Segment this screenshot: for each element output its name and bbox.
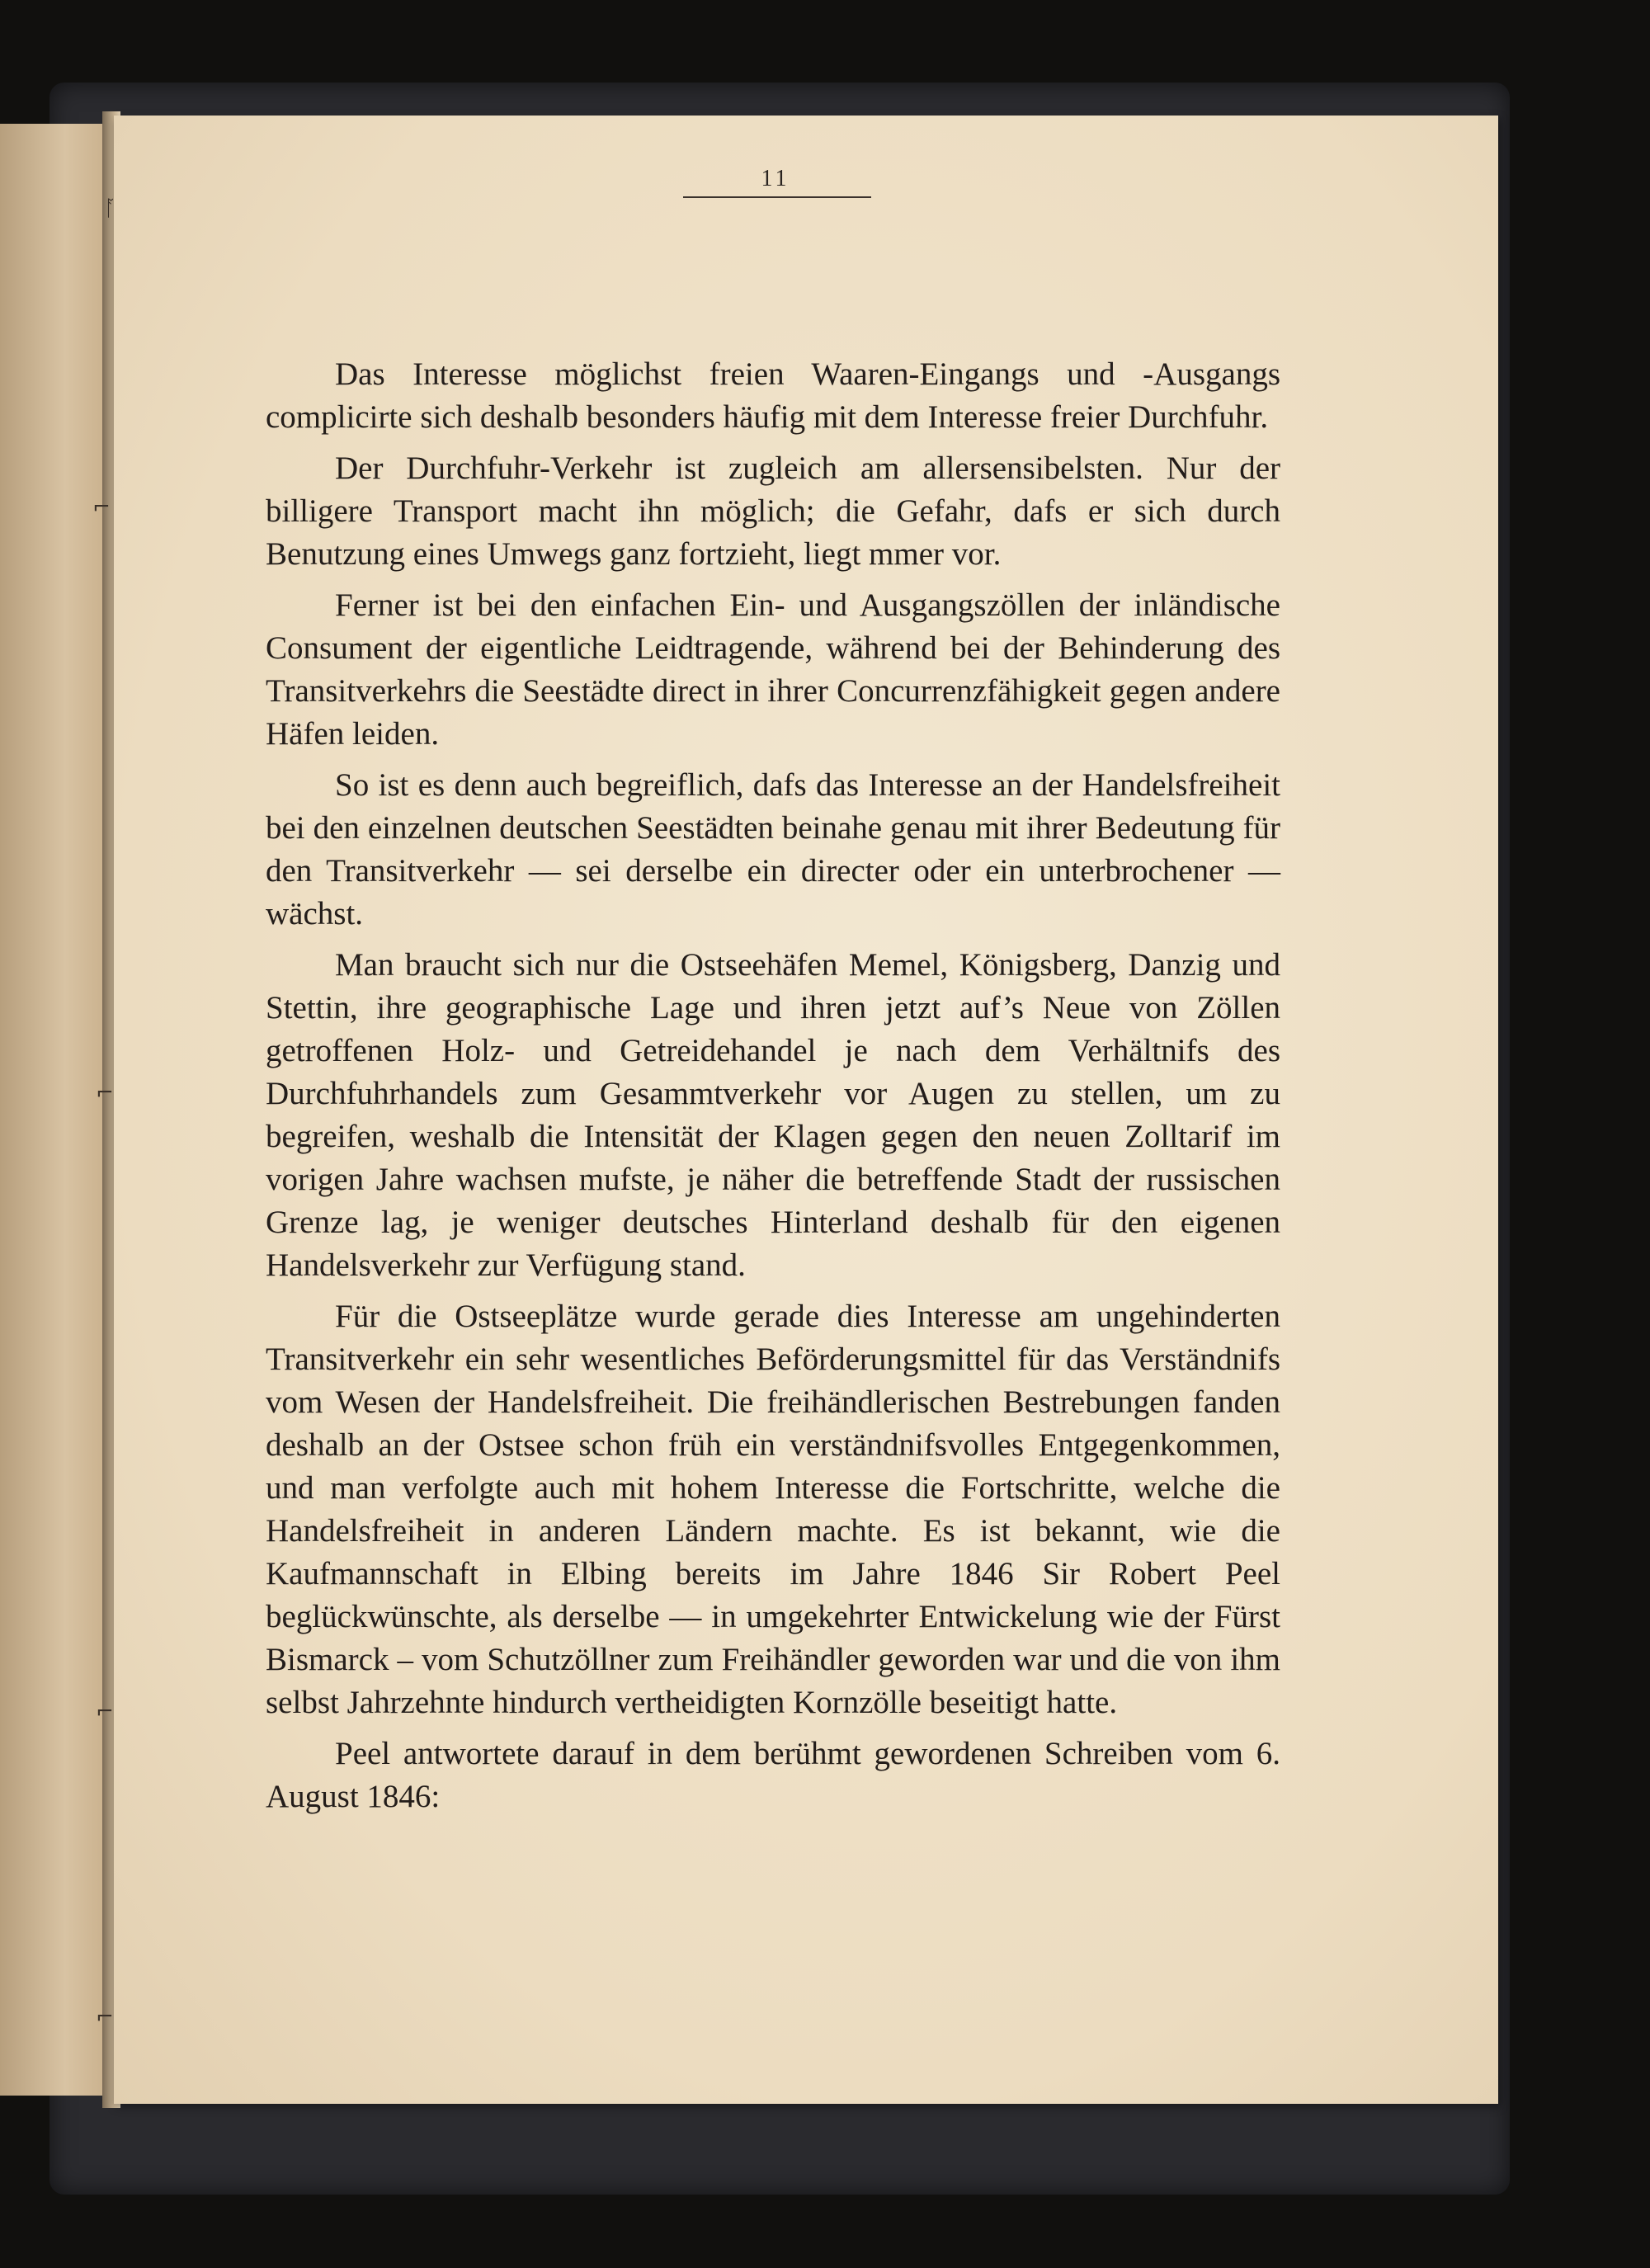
margin-mark: ⌐	[96, 1700, 114, 1724]
margin-mark: ᚪ	[104, 196, 117, 221]
paragraph: Für die Ostseeplätze wurde gerade dies Interesse am ungehinderten Transitverkehr ein sehr wesentliches Beförderungsmittel für das Verständnifs vom Wesen der Handelsfreiheit. Die freihändlerischen Bestrebungen fanden deshalb an der Ostsee schon früh ein verständnifsvolles Entgegenkommen, und man verfolgte auch mit hohem Interesse die Fortschritte, welche die Handelsfreiheit in anderen Ländern machte. Es ist bekannt, wie die Kaufmannschaft in Elbing bereits im Jahre 1846 Sir Robert Peel beglückwünschte, als derselbe — in umgekehrter Entwickelung wie der Fürst Bismarck – vom Schutzöllner zum Freihändler geworden war und die von ihm selbst Jahrzehnte hindurch vertheidigten Kornzölle beseitigt hatte.	[266, 1299, 1280, 1720]
paragraph: Ferner ist bei den einfachen Ein- und Ausgangszöllen der inländische Consument der eigentliche Leidtragende, während bei der Behinderung des Transitverkehrs die Seestädte direct in ihrer Concurrenzfähigkeit gegen andere Häfen leiden.	[266, 587, 1280, 752]
paragraph: Das Interesse möglichst freien Waaren-Eingangs und -Ausgangs complicirte sich deshalb besonders häufig mit dem Interesse freier Durchfuhr.	[266, 356, 1280, 435]
paragraph: So ist es denn auch begreiflich, dafs das Interesse an der Handelsfreiheit bei den einzelnen deutschen Seestädten beinahe genau mit ihrer Bedeutung für den Transitverkehr — sei derselbe ein directer oder ein unterbrochener — wächst.	[266, 767, 1280, 931]
paragraph: Man braucht sich nur die Ostseehäfen Memel, Königsberg, Danzig und Stettin, ihre geographische Lage und ihren jetzt auf’s Neue von Zöllen getroffenen Holz- und Getreidehandel je nach dem Verhältnifs des Durchfuhrhandels zum Gesammtverkehr vor Augen zu stellen, um zu begreifen, weshalb die Intensität der Klagen gegen den neuen Zolltarif im vorigen Jahre wachsen mufste, je näher die betreffende Stadt der russischen Grenze lag, je weniger deutsches Hinterland deshalb für den eigenen Handelsverkehr zur Verfügung stand.	[266, 947, 1280, 1283]
header-rule	[683, 196, 871, 198]
paragraph: Peel antwortete darauf in dem berühmt gewordenen Schreiben vom 6. August 1846:	[266, 1736, 1280, 1814]
left-page-edge	[0, 124, 109, 2096]
margin-mark: ⌐	[92, 495, 111, 520]
margin-mark: ⌐	[96, 1081, 114, 1106]
page-number: 11	[761, 166, 790, 191]
margin-mark: ⌐	[96, 2005, 114, 2030]
paragraph: Der Durchfuhr-Verkehr ist zugleich am allersensibelsten. Nur der billigere Transport macht ihn möglich; die Gefahr, dafs er sich durch Benutzung eines Umwegs ganz fortzieht, liegt mmer vor.	[266, 450, 1280, 572]
body-text	[266, 353, 1280, 1827]
